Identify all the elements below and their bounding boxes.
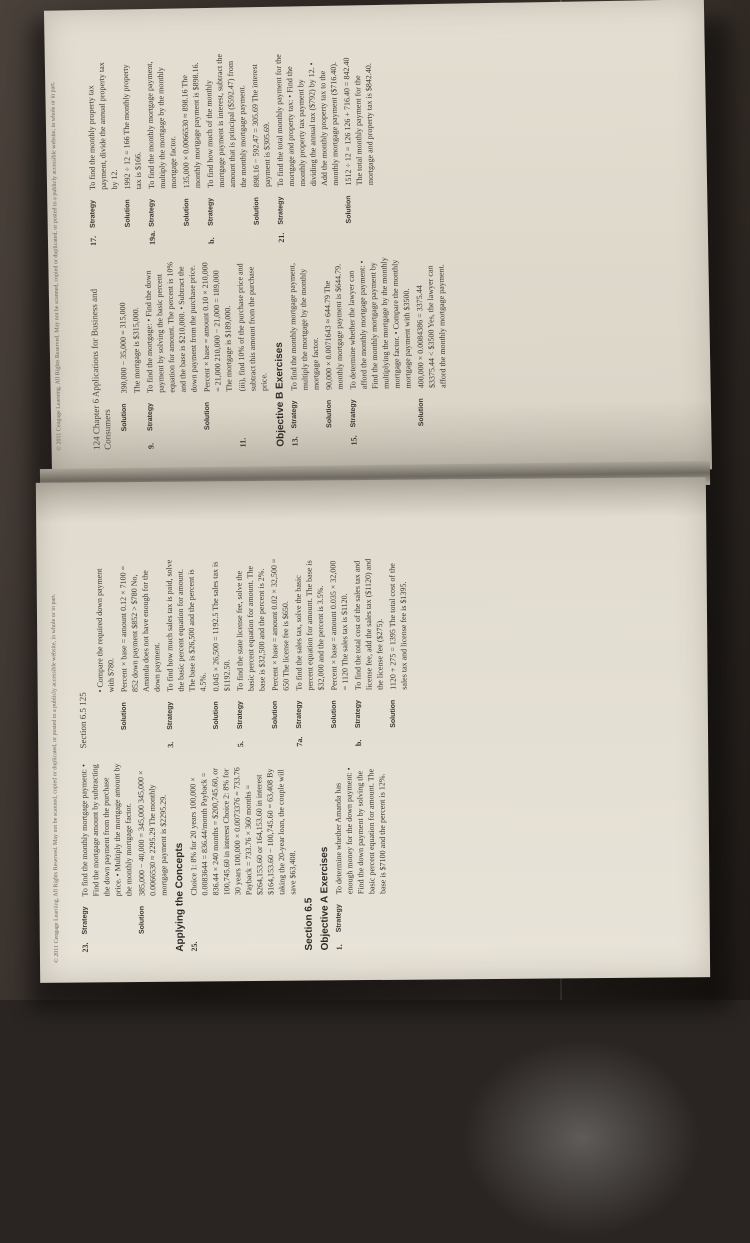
exercise-item xyxy=(332,760,389,950)
light-glare xyxy=(461,1037,703,1239)
exercise-number xyxy=(137,938,170,952)
exercise-text: 1120 + 275 = 1395 The total cost of the sales tax and license fee is $1395. xyxy=(387,563,409,690)
exercise-item xyxy=(234,257,270,448)
left-column-2 xyxy=(85,46,678,246)
exercise-item xyxy=(273,52,342,243)
exercise-label xyxy=(237,395,271,430)
exercise-number: 5. xyxy=(236,741,246,748)
exercise-item xyxy=(268,557,292,747)
exercise-label: Strategy xyxy=(290,400,299,429)
exercise-item xyxy=(233,557,268,747)
exercise-label: Strategy xyxy=(146,402,155,432)
exercise-item xyxy=(203,53,250,244)
section-heading: Objective A Exercises xyxy=(319,846,331,951)
exercise-number xyxy=(329,732,351,746)
exercise-text: To find the monthly mortgage payment, multiply the mortgage by the monthly mortgage factor. xyxy=(144,61,179,190)
exercise-label: Solution xyxy=(253,197,261,226)
exercise-label: Solution xyxy=(124,199,132,228)
exercise-item xyxy=(129,259,143,449)
exercise-label: Strategy xyxy=(207,197,215,226)
exercise-label xyxy=(188,899,298,934)
exercise-text: (iii), find 10% of the purchase price and subtract this amount from the purchase price. xyxy=(235,263,269,392)
exercise-item xyxy=(179,54,204,244)
exercise-number: 17. xyxy=(88,235,99,247)
exercise-label: Solution xyxy=(345,195,353,224)
exercise-text: 385,000 − 40,000 = 345,000 345,000 × 0.0066530 ≈ 2295.29 The monthly mortgage payment is $2295.29. xyxy=(136,770,169,897)
left-items-list xyxy=(116,254,451,450)
exercise-text: 0.045 × 26,500 = 1192.5 The sales tax is $1192.50. xyxy=(210,561,232,692)
exercise-item xyxy=(341,51,377,242)
exercise-label xyxy=(132,397,144,431)
exercise-item xyxy=(413,254,449,445)
exercise-number: 9. xyxy=(146,442,156,450)
right-items-list xyxy=(78,760,391,953)
exercise-text: To find how much of the monthly mortgage payment is interest, subtract the amount that is principal ($592.47) from the monthly mortgage payment. xyxy=(204,53,249,188)
left-page-header: 124 Chapter 6 Applications for Business and Consumers xyxy=(88,288,113,451)
exercise-label: Strategy xyxy=(354,700,362,729)
exercise-item xyxy=(78,762,135,952)
exercise-item xyxy=(142,258,200,449)
exercise-number: 19a. xyxy=(147,230,158,246)
exercise-number: 25. xyxy=(189,941,199,952)
exercise-text: 898.16 − 592.47 = 305.69 The interest payment is $305.69. xyxy=(249,64,273,188)
exercise-item xyxy=(144,54,180,245)
exercise-item xyxy=(351,556,386,746)
exercise-label: Strategy xyxy=(81,906,89,935)
exercise-text: Choice 1: 8% for 20 years 100,000 × 0.0083644 = 836.44/month Payback = 836.44 × 240 months = $200,745.60, or 100,745.60 in interest Choice 2: 8% for 30 years 100,000 × 0.0073376 = 733.76 Payback = 733.76 × 360 months = $264,153.60 or 164,153.60 in interest $164,153.60 − 100,745.60 = 63,408 By taking the 20-year loan, the couple will save $63,408. xyxy=(188,767,298,896)
right-column-2 xyxy=(76,553,678,748)
exercise-number: b. xyxy=(206,237,217,244)
exercise-item xyxy=(93,558,117,748)
exercise-label: Solution xyxy=(325,399,334,428)
exercise-label: Solution xyxy=(330,700,338,729)
exercise-number xyxy=(119,734,163,748)
exercise-label: Solution xyxy=(138,905,146,935)
exercise-label: Strategy xyxy=(166,701,174,730)
exercise-item xyxy=(345,254,414,445)
exercise-number xyxy=(416,430,449,445)
exercise-label: Solution xyxy=(120,702,128,731)
left-items-list-2 xyxy=(85,51,379,246)
exercise-number: 23. xyxy=(80,942,90,953)
exercise-label: Strategy xyxy=(335,904,343,933)
exercise-number xyxy=(324,432,346,446)
exercise-item xyxy=(249,53,274,243)
exercise-text: To find the monthly mortgage payment, multiply the mortgage by the monthly mortgage factor. xyxy=(287,263,321,391)
exercise-label: Strategy xyxy=(89,199,97,229)
exercise-text: 90,000 × 0.0071643 ≈ 644.79 The monthly mortgage payment is $644.79. xyxy=(322,263,345,390)
exercise-label: Solution xyxy=(389,699,397,728)
left-page xyxy=(44,0,712,481)
exercise-text: The mortgage is $315,000. xyxy=(131,307,142,394)
exercise-number: b. xyxy=(354,739,364,747)
exercise-text: To find the monthly mortgage payment: • Find the mortgage amount by subtracting the down payment from the purchase price. • Multiply the mortgage amount by the monthly mortgage factor. xyxy=(79,763,134,897)
exercise-text: To find the total monthly payment for the mortgage and property tax: • Find the monthly property tax payment by dividing the annual tax ($792) by 12. • Add the monthly property tax to the monthly mortgage payment ($716.40). xyxy=(273,54,341,187)
exercise-text: To find the monthly property tax payment, divide the annual property tax by 12. xyxy=(86,62,120,191)
exercise-label: Solution xyxy=(120,403,129,432)
exercise-number: 1. xyxy=(334,944,344,951)
exercise-number: 7a. xyxy=(295,736,305,747)
exercise-number xyxy=(119,435,130,449)
exercise-number xyxy=(211,733,233,747)
exercise-label: Strategy xyxy=(236,701,244,730)
exercise-text: Percent × base = amount 0.10 × 210,000 = 21,000 210,000 − 21,000 = 189,000 The mortgage is $189,000. xyxy=(200,262,234,393)
exercise-number xyxy=(252,229,274,243)
exercise-number: 15. xyxy=(349,435,359,446)
exercise-text: 135,000 × 0.0066530 ≈ 898.16 The monthly mortgage payment is $898.16. xyxy=(180,62,203,189)
exercise-number xyxy=(123,231,145,245)
exercise-label: Strategy xyxy=(277,196,285,225)
exercise-number: 13. xyxy=(290,436,300,447)
exercise-text: To find the mortgage: • Find the down payment by solving the basic percent equation for amount. The percent is 10% and the base is $210,000. • Subtract the down payment from the purchase price. xyxy=(143,261,199,394)
exercise-text: To find how much sales tax is paid, solve the basic percent equation for amount. The base is $26,500 and the percent is 4.5%. xyxy=(164,559,208,692)
exercise-text: To find the state license fee, solve the basic percent equation for amount. The base is $32,500 and the percent is 2%. xyxy=(234,565,267,692)
section-heading: Applying the Concepts xyxy=(173,842,186,952)
exercise-number: 11. xyxy=(238,437,248,448)
exercise-item xyxy=(187,761,299,952)
exercise-label xyxy=(95,696,117,730)
exercise-number xyxy=(202,434,235,449)
right-column-1 xyxy=(78,757,680,952)
exercise-label: Strategy xyxy=(148,198,156,227)
exercise-text: To find the total cost of the sales tax and license fee, add the sales tax ($1120) and the license fee ($275). xyxy=(352,558,385,691)
exercise-item xyxy=(321,256,346,446)
exercise-text: • Compare the required down payment with $780. xyxy=(94,568,116,693)
exercise-item xyxy=(163,557,209,747)
left-column-1 xyxy=(88,250,681,450)
exercise-number xyxy=(388,732,410,746)
exercise-number: 3. xyxy=(166,741,176,748)
exercise-text: Percent × base = amount 0.02 × 32,500 = 650 The license fee is $650. xyxy=(269,558,291,691)
exercise-text: 400,000 × 0.0084386 = 3375.44 $3375.44 < $3500 Yes, the lawyer can afford the monthly mortgage payment. xyxy=(414,264,448,389)
left-page-footer: © 2011 Cengage Learning. All Rights Reserved. May not be scanned, copied or duplicated, or posted to a publicly accessible website, in whole or in part. xyxy=(50,81,63,451)
exercise-number xyxy=(182,230,204,244)
section-heading: Section 6.5 xyxy=(303,897,315,951)
exercise-number xyxy=(344,227,377,242)
exercise-item xyxy=(327,556,351,746)
exercise-item xyxy=(116,259,130,449)
exercise-item xyxy=(85,56,121,247)
exercise-label: Strategy xyxy=(295,700,303,729)
section-heading: Objective B Exercises xyxy=(273,342,287,447)
exercise-number xyxy=(132,435,143,449)
right-page-header: Section 6.5 125 xyxy=(77,692,89,749)
exercise-label: Solution xyxy=(417,398,426,427)
exercise-item xyxy=(386,556,410,746)
exercise-number: 21. xyxy=(276,232,287,243)
left-page-text xyxy=(84,20,681,450)
exercise-item xyxy=(120,55,145,245)
exercise-text: Percent × base = amount 0.12 × 7100 = 852 down payment $852 > $780 No, Amanda does not have enough for the down payment. xyxy=(118,565,162,693)
exercise-text: To find the sales tax, solve the basic percent equation for amount. The base is $32,000 and the percent is 3.5%. xyxy=(293,560,326,691)
exercise-label: Solution xyxy=(212,701,220,730)
exercise-label: Solution xyxy=(271,700,279,729)
right-page-footer: © 2011 Cengage Learning. All Rights Reserved. May not be scanned, copied or duplicated, or posted to a publicly accessible website, in whole or in part. xyxy=(50,593,61,963)
exercise-item xyxy=(117,558,163,748)
exercise-text: To determine whether the lawyer can afford the monthly mortgage payment: • Find the monthly mortgage payment by multiplying the mortgage by the monthly mortgage factor. • Compare the monthly mortgage payment with $3500. xyxy=(346,257,413,390)
right-page-text xyxy=(76,497,680,952)
exercise-number xyxy=(95,734,117,748)
exercise-text: 390,000 − 35,000 = 315,000 xyxy=(118,302,129,394)
exercise-item xyxy=(209,557,233,747)
exercise-label: Solution xyxy=(183,198,191,227)
right-page xyxy=(36,477,710,983)
right-items-list-2 xyxy=(93,556,412,749)
exercise-label: Strategy xyxy=(349,399,358,428)
exercise-text: Percent × base = amount 0.035 × 32,000 = 1120 The sales tax is $1120. xyxy=(328,560,350,691)
exercise-item xyxy=(135,762,170,952)
exercise-item xyxy=(292,556,327,746)
exercise-label: Solution xyxy=(203,401,212,431)
exercise-item xyxy=(199,258,235,449)
exercise-text: 1512 ÷ 12 = 126 126 + 716.40 = 842.40 The total monthly payment for the mortgage and property tax is $842.40. xyxy=(341,57,376,186)
exercise-number xyxy=(270,733,292,747)
exercise-item xyxy=(286,256,322,447)
exercise-text: To determine whether Amanda has enough money for the down payment: • Find the down payment by solving the basic percent equation for amount. The base is $7100 and the percent is 12%. xyxy=(333,767,388,895)
exercise-text: 1992 ÷ 12 = 166 The monthly property tax is $166. xyxy=(120,64,144,190)
